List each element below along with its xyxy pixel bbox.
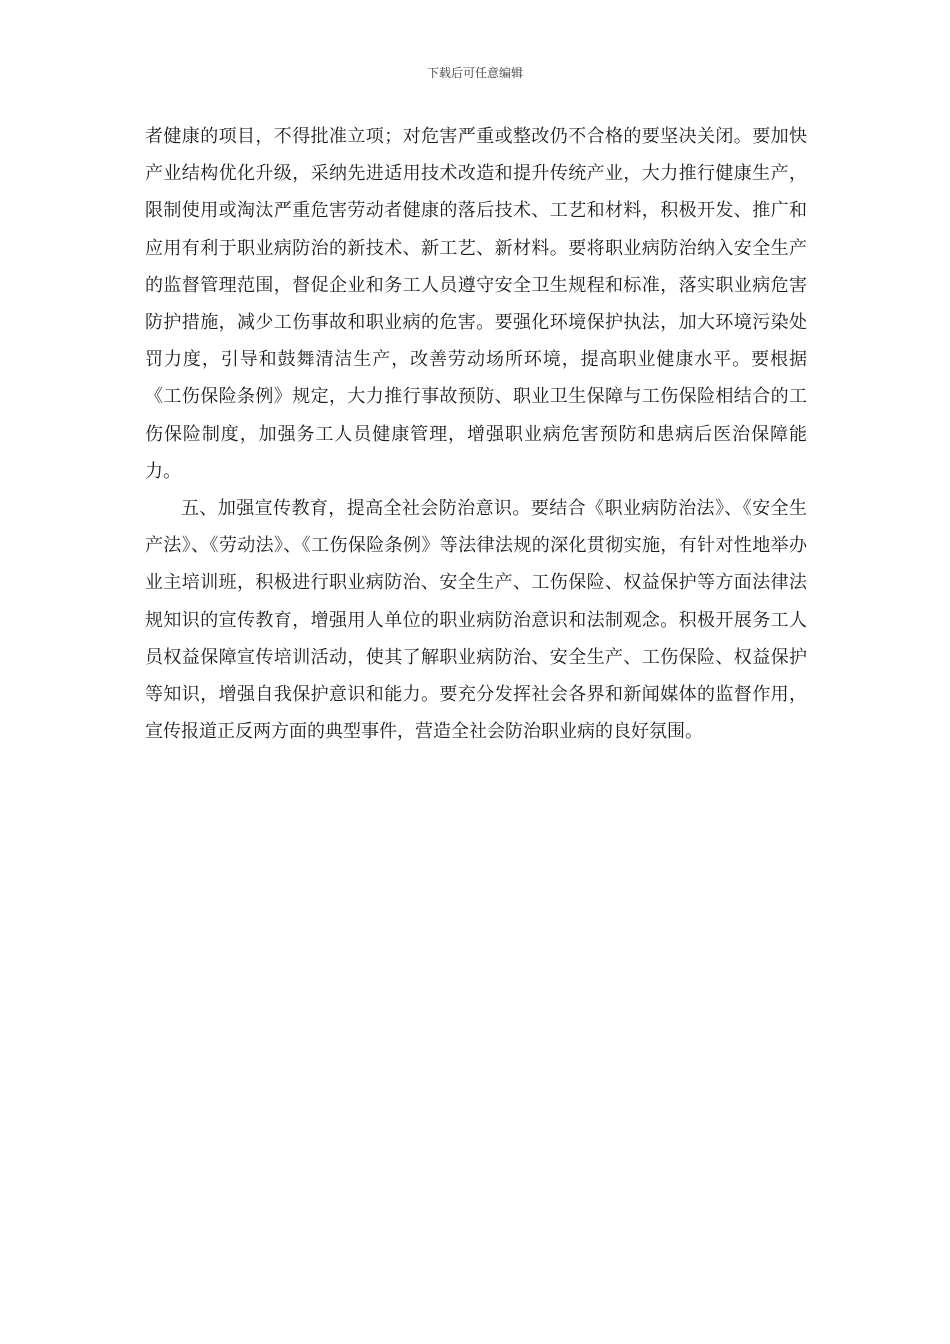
paragraph-continued: 者健康的项目，不得批准立项；对危害严重或整改仍不合格的要坚决关闭。要加快产业结构优化升级，采纳先进适用技术改造和提升传统产业，大力推行健康生产，限制使用或淘汰严重危害劳动者健康的落后技术、工艺和材料，积极开发、推广和应用有利于职业病防治的新技术、新工艺、新材料。要将职业病防治纳入安全生产的监督管理范围，督促企业和务工人员遵守安全卫生规程和标准，落实职业病危害防护措施，减少工伤事故和职业病的危害。要强化环境保护执法，加大环境污染处罚力度，引导和鼓舞清洁生产，改善劳动场所环境，提高职业健康水平。要根据《工伤保险条例》规定，大力推行事故预防、职业卫生保障与工伤保险相结合的工伤保险制度，加强务工人员健康管理，增强职业病危害预防和患病后医治保障能力。 [145,126,807,482]
paragraph-section-five: 五、加强宣传教育，提高全社会防治意识。要结合《职业病防治法》、《安全生产法》、《劳动法》、《工伤保险条例》等法律法规的深化贯彻实施，有针对性地举办业主培训班，积极进行职业病防治、安全生产、工伤保险、权益保护等方面法律法规知识的宣传教育，增强用人单位的职业病防治意识和法制观念。积极开展务工人员权益保障宣传培训活动，使其了解职业病防治、安全生产、工伤保险、权益保护等知识，增强自我保护意识和能力。要充分发挥社会各界和新闻媒体的监督作用，宣传报道正反两方面的典型事件，营造全社会防治职业病的良好氛围。 [145,498,807,743]
document-body [145,118,807,750]
page-header-note: 下载后可任意编辑 [426,66,523,80]
